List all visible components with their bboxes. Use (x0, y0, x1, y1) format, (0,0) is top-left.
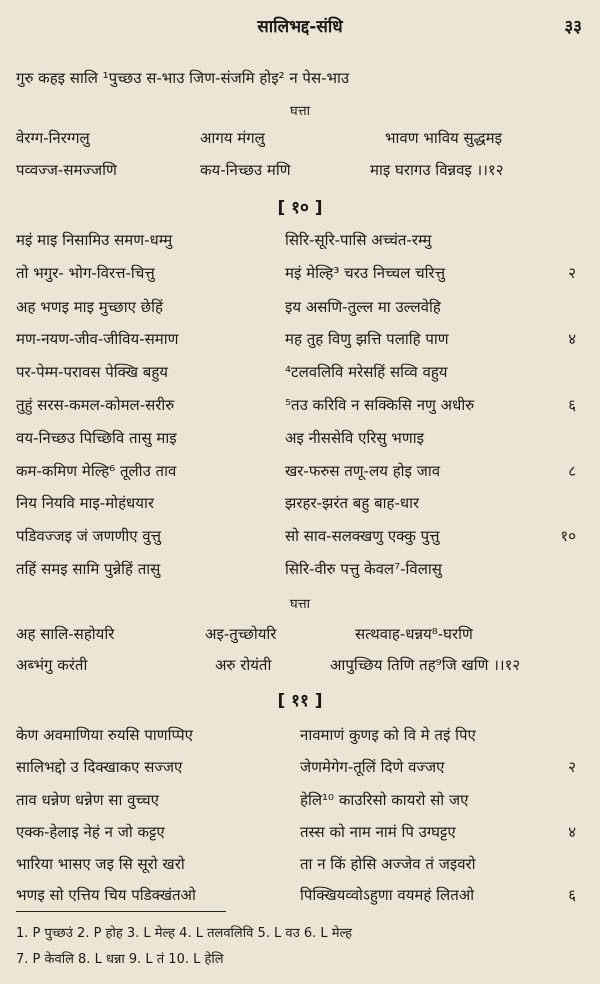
verse-right: ⁴टलवलिवि मरेसहिं सव्वि वहुय (285, 363, 448, 381)
section-heading: [ १० ] (277, 198, 323, 218)
verse-number: ६ (568, 396, 576, 414)
verse-left: तो भगुर- भोग-विरत्त-चित्तु (16, 264, 155, 282)
verse-right: पिक्खियव्वोऽहुणा वयमहं लितओ (300, 886, 475, 904)
verse-left: भारिया भासए जइ सि सूरो खरो (16, 855, 185, 873)
verse-right: हेलि¹⁰ काउरिसो कायरो सो जए (300, 791, 469, 809)
ghatta-col1: अह सालि-सहोयरि (16, 625, 115, 643)
verse-number: २ (568, 758, 576, 776)
verse-number: ४ (568, 330, 576, 348)
verse-right: खर-फरुस तणू-लय होइ जाव (285, 462, 441, 480)
ghatta-col3: आपुच्छिय तिणि तह⁹जि खणि ।।१२ (330, 656, 521, 674)
ghatta-col1: अब्भंगु करंती (16, 656, 88, 674)
ghatta-col1: वेरग्ग-निरग्गलु (16, 129, 90, 147)
verse-left: भणइ सो एत्तिय चिय पडिक्खंतओ (16, 886, 196, 904)
verse-left: एक्क-हेलाइ नेहं न जो कट्टए (16, 823, 165, 841)
verse-right: मइं मेल्हि³ चरउ निच्चल चरित्तु (285, 264, 446, 282)
verse-left: सालिभद्दो उ दिक्खाकए सज्जए (16, 758, 183, 776)
verse-right: जेणमेगेग-तूलिं दिणे वज्जए (300, 758, 445, 776)
ghatta-col3: सत्थवाह-धन्नय⁸-घरणि (355, 625, 473, 643)
footnote-line: 1. P पुच्छउं 2. P होह 3. L मेल्ह 4. L तलवलिवि 5. L वउ 6. L मेल्ह (16, 926, 353, 941)
verse-left: वय-निच्छउ पिच्छिवि तासु माइ (16, 429, 177, 447)
verse-left: कम-कमिण मेल्हि⁶ तूलीउ ताव (16, 462, 177, 480)
verse-right: सिरि-सूरि-पासि अच्चंत-रम्मु (285, 231, 432, 249)
verse-number: २ (568, 264, 576, 282)
verse-left: पडिवज्जइ जं जणणीए वुत्तु (16, 527, 161, 545)
verse-left: मइं माइ निसामिउ समण-धम्मु (16, 231, 173, 249)
verse-left: ताव धन्नेण धन्नेण सा वुच्चए (16, 791, 159, 809)
verse-right: ⁵तउ करिवि न सक्किसि नणु अधीरु (285, 396, 475, 414)
ghatta-col3: भावण भाविय सुद्धमइ (385, 129, 502, 147)
verse-right: सिरि-वीरु पत्तु केवल⁷-विलासु (285, 560, 442, 578)
verse-right: इय असणि-तुल्ल मा उल्लवेहि (285, 298, 441, 316)
page-number: ३३ (564, 17, 582, 37)
verse-left: केण अवमाणिया रुयसि पाणप्पिए (16, 726, 193, 744)
ghatta-label: घत्ता (289, 104, 311, 119)
verse-right: ता न किं होसि अज्जेव तं जइवरो (300, 855, 476, 873)
verse-left: तहिं समइ सामि पुन्नेहिं तासु (16, 560, 161, 578)
verse-right: अइ नीससेवि एरिसु भणाइ (285, 429, 424, 447)
verse-left: पर-पेम्म-परावस पेक्खि बहुय (16, 363, 169, 381)
ghatta-col2: अइ-तुच्छोयरि (205, 625, 277, 643)
ghatta-col1: पव्वज्ज-समज्जणि (16, 161, 117, 179)
verse-number: १० (560, 527, 576, 545)
verse-right: नावमाणं कुणइ को वि मे तइं पिए (300, 726, 476, 744)
verse-number: ८ (568, 462, 576, 480)
section-heading: [ ११ ] (277, 691, 323, 711)
ghatta-col2: आगय मंगलु (200, 129, 265, 147)
running-header: सालिभद्द-संधि (257, 17, 343, 37)
footnote-divider (16, 911, 226, 912)
verse-left: तुहुं सरस-कमल-कोमल-सरीरु (16, 396, 175, 414)
verse-left: मण-नयण-जीव-जीविय-समाण (16, 330, 179, 348)
verse-right: तस्स को नाम नामं पि उग्घट्टए (300, 823, 456, 841)
ghatta-label: घत्ता (289, 597, 311, 612)
ghatta-col2: अरु रोयंती (215, 656, 272, 674)
footnote-line: 7. P केवलि 8. L धन्ना 9. L तं 10. L हेलि (16, 952, 224, 967)
ghatta-col2: कय-निच्छउ मणि (200, 161, 291, 179)
verse-right: सो साव-सलक्खणु एक्कु पुत्तु (285, 527, 440, 545)
verse-right: झरहर-झरंत बहु बाह-धार (285, 494, 420, 512)
verse-right: मह तुह विणु झत्ति पलाहि पाण (285, 330, 449, 348)
verse-left: अह भणइ माइ मुच्छाए छेहिं (16, 298, 164, 316)
verse-number: ६ (568, 886, 576, 904)
verse-left: निय नियवि माइ-मोहंधयार (16, 494, 154, 512)
verse-line: गुरु कहइ सालि ¹पुच्छउ स-भाउ जिण-संजमि होइ² न पेस-भाउ (16, 69, 350, 87)
ghatta-col3: माइ घरागउ विन्नवइ ।।१२ (370, 161, 504, 179)
verse-number: ४ (568, 823, 576, 841)
